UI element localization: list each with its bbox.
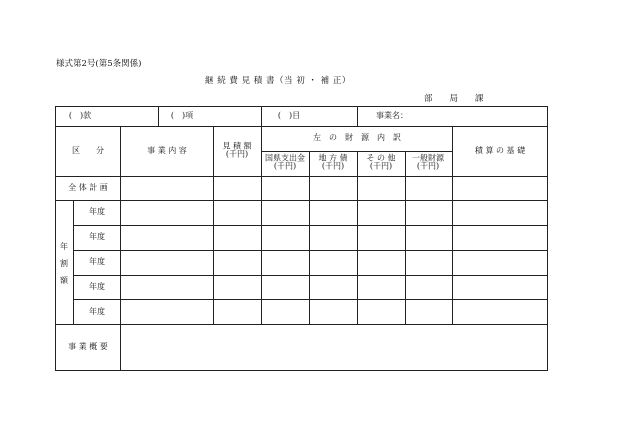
moku-cell: ( )目 [277, 110, 301, 120]
zentai-keikaku-label: 全 体 計 画 [68, 182, 108, 192]
sonota-header: そ の 他 (千円) [366, 153, 396, 171]
nendo-row-label: 年度 [89, 281, 105, 291]
jigyo-naiyo-header: 事 業 内 容 [147, 145, 187, 155]
kan-cell: ( )款 [68, 110, 92, 120]
ippan-header: 一般財源 (千円) [412, 153, 444, 171]
chihousai-header: 地 方 債 (千円) [318, 153, 348, 171]
kubun-header: 区 分 [72, 145, 104, 155]
nendo-row-label: 年度 [89, 306, 105, 316]
nendo-row-label: 年度 [89, 206, 105, 216]
kou-cell: ( )項 [170, 110, 194, 120]
nendo-row-label: 年度 [89, 231, 105, 241]
nendo-row-label: 年度 [89, 256, 105, 266]
kokken-header: 国県支出金 (千円) [265, 153, 305, 171]
form-title: 継 続 費 見 積 書（当 初 ・ 補 正） [205, 76, 351, 86]
zaigen-header: 左 の 財 源 内 訳 [313, 132, 401, 142]
mitsumori-header: 見 積 額 (千円) [222, 141, 252, 159]
jigyo-gaiyo-label: 事 業 概 要 [68, 341, 108, 351]
project-name-label: 事業名： [376, 110, 408, 120]
sekisan-header: 積 算 の 基 礎 [474, 145, 526, 155]
department-label: 部 局 課 [424, 94, 484, 104]
form-number: 様式第2号(第5条関係) [56, 59, 142, 69]
